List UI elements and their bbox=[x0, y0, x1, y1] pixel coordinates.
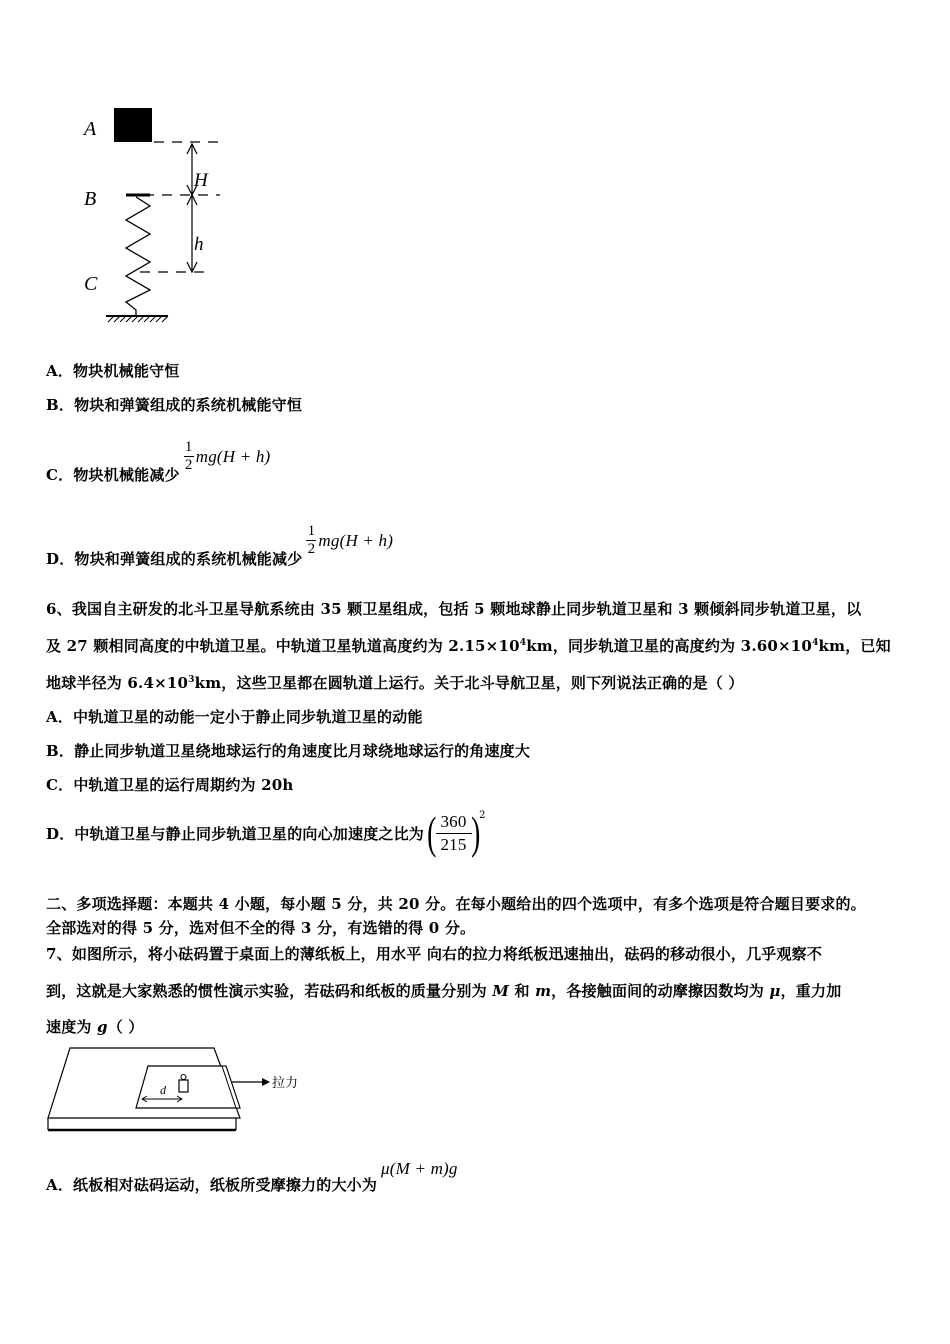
q6-stem-line2-part: km，已知 bbox=[818, 637, 891, 655]
spring-block-figure bbox=[70, 100, 240, 350]
q5-option-d-text: D．物块和弹簧组成的系统机械能减少 bbox=[46, 550, 303, 568]
q7-option-a-text: A．纸板相对砝码运动，纸板所受摩擦力的大小为 bbox=[46, 1176, 378, 1194]
q5-option-d-expr: mg(H + h) bbox=[318, 530, 394, 550]
label-H: H bbox=[194, 170, 208, 191]
section2-heading-line2: 全部选对的得 5 分，选对但不全的得 3 分，有选错的得 0 分。 bbox=[46, 919, 476, 937]
q6-stem-line3-part: km，这些卫星都在圆轨道上运行。关于北斗导航卫星，则下列说法正确的是（ ） bbox=[194, 674, 744, 692]
q5-option-c-text: C．物块机械能减少 bbox=[46, 466, 180, 484]
fraction-half bbox=[184, 439, 194, 474]
label-pull: 拉力 bbox=[272, 1076, 299, 1091]
fraction-half bbox=[306, 523, 316, 558]
fraction-numerator: 1 bbox=[184, 439, 193, 455]
right-paren: ) bbox=[470, 807, 480, 858]
q7-stem-line3 bbox=[46, 1016, 144, 1037]
q6-option-b: B．静止同步轨道卫星绕地球运行的角速度比月球绕地球运行的角速度大 bbox=[46, 742, 531, 760]
label-c: C bbox=[84, 273, 98, 295]
fraction-denominator: 2 bbox=[307, 541, 316, 557]
q6-stem-line2 bbox=[46, 635, 891, 656]
paperboard-figure bbox=[44, 1044, 304, 1136]
label-h: h bbox=[194, 234, 204, 255]
exponent: 4 bbox=[812, 638, 819, 648]
arrow-right-icon bbox=[262, 1078, 270, 1086]
q7-stem-line2-part: 到，这就是大家熟悉的惯性演示实验，若砝码和纸板的质量分别为 bbox=[46, 982, 493, 1000]
q7-stem-line2 bbox=[46, 980, 841, 1001]
var-mu: μ bbox=[769, 982, 781, 1000]
q6-option-d-text: D．中轨道卫星与静止同步轨道卫星的向心加速度之比为 bbox=[46, 824, 425, 843]
q7-stem-line2-part: 和 bbox=[509, 982, 536, 1000]
fraction-denominator: 2 bbox=[184, 457, 193, 473]
ratio-denominator: 215 bbox=[440, 834, 467, 854]
q7-stem-line3-part: （ ） bbox=[107, 1018, 144, 1036]
var-g: g bbox=[97, 1018, 108, 1036]
q6-stem-line3 bbox=[46, 672, 744, 693]
q5-option-c-expr: mg(H + h) bbox=[195, 446, 271, 466]
var-M: M bbox=[492, 982, 510, 1000]
q6-option-c: C．中轨道卫星的运行周期约为 20h bbox=[46, 776, 294, 794]
ratio-exponent: 2 bbox=[479, 810, 486, 821]
q7-stem-line2-part: ，各接触面间的动摩擦因数均为 bbox=[551, 982, 770, 1000]
q6-stem-line2-part: 及 27 颗相同高度的中轨道卫星。中轨道卫星轨道高度约为 2.15×10 bbox=[46, 637, 520, 655]
block-a bbox=[114, 108, 152, 142]
left-paren: ( bbox=[427, 807, 437, 858]
q6-option-d bbox=[46, 807, 486, 858]
q6-option-a: A．中轨道卫星的动能一定小于静止同步轨道卫星的动能 bbox=[46, 708, 423, 726]
exponent: 4 bbox=[519, 638, 527, 648]
q6-stem-line3-part: 地球半径为 6.4×10 bbox=[46, 674, 189, 692]
exponent: 3 bbox=[188, 675, 195, 685]
q5-option-a: A．物块机械能守恒 bbox=[46, 362, 180, 380]
q5-option-c bbox=[46, 428, 270, 485]
weight bbox=[179, 1080, 188, 1092]
var-m: m bbox=[535, 982, 552, 1000]
label-d: d bbox=[160, 1083, 166, 1097]
fraction-numerator: 1 bbox=[307, 523, 316, 539]
q7-stem-line2-part: ，重力加 bbox=[780, 982, 842, 1000]
label-b: B bbox=[84, 188, 97, 210]
label-a: A bbox=[84, 118, 97, 140]
q7-stem-line3-part: 速度为 bbox=[46, 1018, 98, 1036]
ratio-numerator: 360 bbox=[440, 811, 467, 831]
spring bbox=[126, 197, 150, 316]
q6-stem-line2-part: km，同步轨道卫星的高度约为 3.60×10 bbox=[526, 637, 813, 655]
q5-option-d bbox=[46, 512, 393, 569]
q7-stem-line1: 7、如图所示，将小砝码置于桌面上的薄纸板上，用水平 向右的拉力将纸板迅速抽出，砝码的移动很小，几乎观察不 bbox=[46, 945, 823, 963]
q7-option-a bbox=[46, 1158, 458, 1195]
q6-stem-line1: 6、我国自主研发的北斗卫星导航系统由 35 颗卫星组成，包括 5 颗地球静止同步轨道卫星和 3 颗倾斜同步轨道卫星，以 bbox=[46, 600, 862, 618]
ratio-fraction bbox=[436, 811, 472, 856]
section2-heading-line1: 二、多项选择题：本题共 4 小题，每小题 5 分，共 20 分。在每小题给出的四个选项中，有多个选项是符合题目要求的。 bbox=[46, 895, 866, 913]
q5-option-b: B．物块和弹簧组成的系统机械能守恒 bbox=[46, 396, 303, 414]
q7-option-a-expr: μ(M + m)g bbox=[381, 1159, 458, 1178]
